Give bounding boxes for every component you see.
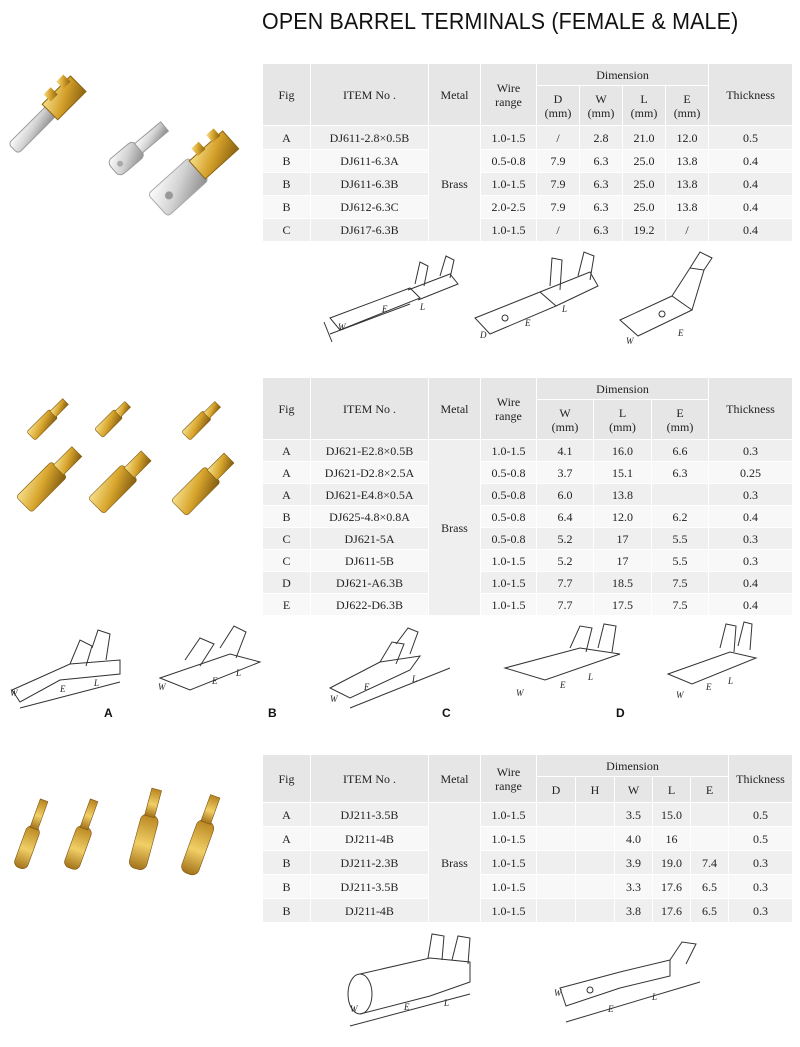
cell-item: DJ211-4B bbox=[311, 899, 429, 923]
cell-l: 19.2 bbox=[623, 219, 666, 242]
cell-wire: 0.5-0.8 bbox=[481, 528, 537, 550]
drawing-fig-e bbox=[668, 622, 756, 700]
dim-label: E bbox=[676, 405, 684, 420]
dim-label: L bbox=[618, 405, 627, 420]
label-e: E bbox=[678, 328, 684, 338]
cell-wire: 1.0-1.5 bbox=[481, 899, 537, 923]
cell-item: DJ211-4B bbox=[311, 827, 429, 851]
cell-l: 25.0 bbox=[623, 150, 666, 173]
cell-item: DJ211-2.3B bbox=[311, 851, 429, 875]
dim-h: H bbox=[576, 777, 615, 803]
cell-item: DJ617-6.3B bbox=[311, 219, 429, 242]
label-e: E bbox=[404, 1002, 410, 1012]
col-thickness: Thickness bbox=[709, 378, 793, 440]
cell-thickness: 0.4 bbox=[709, 150, 793, 173]
cell-w: 5.2 bbox=[537, 528, 594, 550]
cell-item: DJ621-D2.8×2.5A bbox=[311, 462, 429, 484]
cell-fig: B bbox=[263, 150, 311, 173]
cell-e: 5.5 bbox=[652, 550, 709, 572]
cell-l: 17 bbox=[594, 528, 652, 550]
cell-e: 13.8 bbox=[666, 196, 709, 219]
label-e: E bbox=[60, 684, 66, 694]
page-title: OPEN BARREL TERMINALS (FEMALE & MALE) bbox=[262, 8, 739, 34]
cell-fig: B bbox=[263, 196, 311, 219]
label-w: W bbox=[158, 682, 166, 692]
wire-line1: Wire bbox=[496, 764, 521, 779]
cell-w: 6.3 bbox=[580, 196, 623, 219]
dimension-drawing-1 bbox=[300, 248, 760, 360]
cell-wire: 1.0-1.5 bbox=[481, 550, 537, 572]
cell-e: 13.8 bbox=[666, 173, 709, 196]
label-l: L bbox=[420, 302, 426, 312]
cell-l: 13.8 bbox=[594, 484, 652, 506]
label-l: L bbox=[94, 678, 100, 688]
cell-h bbox=[576, 827, 615, 851]
cell-fig: A bbox=[263, 462, 311, 484]
label-l: L bbox=[562, 304, 568, 314]
dim-l bbox=[594, 400, 652, 440]
label-e: E bbox=[212, 676, 218, 686]
cell-wire: 1.0-1.5 bbox=[481, 875, 537, 899]
drawing-fig-d bbox=[505, 624, 620, 698]
cell-l: 15.0 bbox=[653, 803, 691, 827]
cell-w: 3.5 bbox=[615, 803, 653, 827]
cell-e bbox=[691, 827, 729, 851]
cell-thickness: 0.4 bbox=[709, 572, 793, 594]
cell-l: 17.6 bbox=[653, 875, 691, 899]
col-wire bbox=[481, 378, 537, 440]
label-w: W bbox=[676, 690, 684, 700]
col-wire bbox=[481, 64, 537, 126]
cell-item: DJ611-6.3A bbox=[311, 150, 429, 173]
label-e: E bbox=[560, 680, 566, 690]
cell-l: 17.5 bbox=[594, 594, 652, 616]
dim-unit: (mm) bbox=[587, 105, 615, 120]
cell-e: 7.5 bbox=[652, 594, 709, 616]
cell-wire: 0.5-0.8 bbox=[481, 506, 537, 528]
dim-label: W bbox=[559, 405, 571, 420]
col-dimension: Dimension bbox=[537, 755, 729, 777]
cell-fig: A bbox=[263, 827, 311, 851]
label-e: E bbox=[382, 304, 388, 314]
cell-w: 4.0 bbox=[615, 827, 653, 851]
cell-e: / bbox=[666, 219, 709, 242]
cell-w: 6.3 bbox=[580, 219, 623, 242]
table-row bbox=[263, 827, 793, 851]
cell-d bbox=[537, 851, 576, 875]
cell-w: 3.8 bbox=[615, 899, 653, 923]
col-wire bbox=[481, 755, 537, 803]
label-w: W bbox=[626, 336, 634, 346]
cell-wire: 0.5-0.8 bbox=[481, 484, 537, 506]
table-row bbox=[263, 173, 793, 196]
spec-table-3 bbox=[262, 754, 793, 923]
dim-l bbox=[623, 86, 666, 126]
cell-wire: 1.0-1.5 bbox=[481, 219, 537, 242]
cell-w: 7.7 bbox=[537, 572, 594, 594]
cell-item: DJ211-3.5B bbox=[311, 875, 429, 899]
dim-unit: (mm) bbox=[673, 105, 701, 120]
cell-w: 6.0 bbox=[537, 484, 594, 506]
cell-w: 6.3 bbox=[580, 150, 623, 173]
cell-d bbox=[537, 803, 576, 827]
cell-wire: 2.0-2.5 bbox=[481, 196, 537, 219]
cell-wire: 1.0-1.5 bbox=[481, 594, 537, 616]
dim-unit: (mm) bbox=[630, 105, 658, 120]
cell-e: 6.6 bbox=[652, 440, 709, 462]
cell-fig: C bbox=[263, 550, 311, 572]
figure-label-a: A bbox=[104, 706, 113, 720]
figure-label-c: C bbox=[442, 706, 451, 720]
cell-l: 17 bbox=[594, 550, 652, 572]
dim-w: W bbox=[615, 777, 653, 803]
cell-d: / bbox=[537, 219, 580, 242]
cell-d: 7.9 bbox=[537, 173, 580, 196]
label-l: L bbox=[728, 676, 734, 686]
cell-wire: 0.5-0.8 bbox=[481, 462, 537, 484]
label-l: L bbox=[652, 992, 658, 1002]
cell-thickness: 0.5 bbox=[729, 803, 793, 827]
col-thickness: Thickness bbox=[709, 64, 793, 126]
table-row bbox=[263, 462, 793, 484]
cell-metal: Brass bbox=[429, 803, 481, 923]
cell-thickness: 0.4 bbox=[709, 196, 793, 219]
cell-fig: B bbox=[263, 851, 311, 875]
dim-d bbox=[537, 86, 580, 126]
drawing-fig-b bbox=[158, 626, 260, 692]
figure-label-b: B bbox=[268, 706, 277, 720]
label-w: W bbox=[330, 694, 338, 704]
figure-label-d: D bbox=[616, 706, 625, 720]
table-row bbox=[263, 851, 793, 875]
cell-w: 3.7 bbox=[537, 462, 594, 484]
cell-thickness: 0.5 bbox=[729, 827, 793, 851]
cell-h bbox=[576, 803, 615, 827]
spec-table-2 bbox=[262, 377, 793, 616]
label-e: E bbox=[608, 1004, 614, 1014]
label-l: L bbox=[588, 672, 594, 682]
cell-e: 6.2 bbox=[652, 506, 709, 528]
spec-table-1 bbox=[262, 63, 793, 242]
dim-w bbox=[580, 86, 623, 126]
dim-l: L bbox=[653, 777, 691, 803]
table-row bbox=[263, 528, 793, 550]
cell-thickness: 0.3 bbox=[729, 851, 793, 875]
cell-h bbox=[576, 851, 615, 875]
cell-fig: A bbox=[263, 803, 311, 827]
dim-d: D bbox=[537, 777, 576, 803]
cell-thickness: 0.4 bbox=[709, 594, 793, 616]
cell-wire: 1.0-1.5 bbox=[481, 173, 537, 196]
table-row bbox=[263, 803, 793, 827]
label-e: E bbox=[364, 682, 370, 692]
cell-d bbox=[537, 827, 576, 851]
cell-item: DJ621-A6.3B bbox=[311, 572, 429, 594]
label-l: L bbox=[412, 674, 418, 684]
cell-wire: 1.0-1.5 bbox=[481, 572, 537, 594]
table-row bbox=[263, 150, 793, 173]
dim-unit: (mm) bbox=[544, 105, 572, 120]
cell-e: 13.8 bbox=[666, 150, 709, 173]
table-row bbox=[263, 506, 793, 528]
col-metal: Metal bbox=[429, 755, 481, 803]
cell-d: 7.9 bbox=[537, 196, 580, 219]
table-row bbox=[263, 550, 793, 572]
cell-e: 12.0 bbox=[666, 126, 709, 150]
cell-l: 25.0 bbox=[623, 196, 666, 219]
dimension-drawing-2 bbox=[0, 618, 800, 718]
cell-l: 12.0 bbox=[594, 506, 652, 528]
cell-l: 15.1 bbox=[594, 462, 652, 484]
cell-fig: A bbox=[263, 484, 311, 506]
dim-e bbox=[652, 400, 709, 440]
cell-thickness: 0.5 bbox=[709, 126, 793, 150]
cell-e: 7.4 bbox=[691, 851, 729, 875]
wire-line2: range bbox=[495, 778, 522, 793]
dim-label: L bbox=[640, 91, 648, 106]
cell-thickness: 0.4 bbox=[709, 173, 793, 196]
col-item: ITEM No . bbox=[311, 378, 429, 440]
dim-label: D bbox=[553, 91, 563, 106]
col-item: ITEM No . bbox=[311, 755, 429, 803]
cell-wire: 1.0-1.5 bbox=[481, 851, 537, 875]
cell-l: 25.0 bbox=[623, 173, 666, 196]
cell-metal: Brass bbox=[429, 126, 481, 242]
cell-item: DJ612-6.3C bbox=[311, 196, 429, 219]
label-w: W bbox=[554, 988, 562, 998]
drawing-fig-b bbox=[554, 942, 700, 1022]
col-thickness: Thickness bbox=[729, 755, 793, 803]
dim-label: W bbox=[595, 91, 607, 106]
cell-h bbox=[576, 875, 615, 899]
cell-e: 7.5 bbox=[652, 572, 709, 594]
cell-e: 6.5 bbox=[691, 875, 729, 899]
cell-w: 6.3 bbox=[580, 173, 623, 196]
table-row bbox=[263, 196, 793, 219]
cell-thickness: 0.3 bbox=[709, 528, 793, 550]
table-row bbox=[263, 594, 793, 616]
drawing-fig-b bbox=[475, 252, 598, 340]
cell-l: 18.5 bbox=[594, 572, 652, 594]
cell-fig: C bbox=[263, 528, 311, 550]
cell-item: DJ622-D6.3B bbox=[311, 594, 429, 616]
cell-thickness: 0.3 bbox=[709, 484, 793, 506]
cell-e: 6.5 bbox=[691, 899, 729, 923]
cell-w: 3.9 bbox=[615, 851, 653, 875]
cell-thickness: 0.4 bbox=[709, 506, 793, 528]
cell-item: DJ611-6.3B bbox=[311, 173, 429, 196]
cell-fig: B bbox=[263, 506, 311, 528]
cell-w: 6.4 bbox=[537, 506, 594, 528]
col-item: ITEM No . bbox=[311, 64, 429, 126]
cell-item: DJ621-5A bbox=[311, 528, 429, 550]
terminal-photo-2 bbox=[0, 392, 258, 552]
label-w: W bbox=[350, 1004, 358, 1014]
drawing-fig-c bbox=[620, 252, 712, 346]
cell-thickness: 0.4 bbox=[709, 219, 793, 242]
table-row bbox=[263, 572, 793, 594]
wire-line1: Wire bbox=[496, 80, 521, 95]
label-e: E bbox=[525, 318, 531, 328]
cell-item: DJ621-E4.8×0.5A bbox=[311, 484, 429, 506]
cell-item: DJ611-5B bbox=[311, 550, 429, 572]
cell-thickness: 0.3 bbox=[729, 899, 793, 923]
wire-line2: range bbox=[495, 408, 522, 423]
cell-w: 2.8 bbox=[580, 126, 623, 150]
cell-wire: 1.0-1.5 bbox=[481, 126, 537, 150]
dim-unit: (mm) bbox=[666, 419, 694, 434]
cell-e: 5.5 bbox=[652, 528, 709, 550]
dim-e: E bbox=[691, 777, 729, 803]
cell-w: 5.2 bbox=[537, 550, 594, 572]
cell-fig: C bbox=[263, 219, 311, 242]
dim-w bbox=[537, 400, 594, 440]
col-metal: Metal bbox=[429, 378, 481, 440]
cell-wire: 0.5-0.8 bbox=[481, 150, 537, 173]
cell-w: 7.7 bbox=[537, 594, 594, 616]
drawing-fig-a bbox=[10, 630, 120, 708]
cell-w: 3.3 bbox=[615, 875, 653, 899]
cell-wire: 1.0-1.5 bbox=[481, 827, 537, 851]
dimension-drawing-3 bbox=[320, 930, 740, 1042]
label-w: W bbox=[516, 688, 524, 698]
col-dimension: Dimension bbox=[537, 378, 709, 400]
table-row bbox=[263, 126, 793, 150]
cell-d bbox=[537, 875, 576, 899]
cell-thickness: 0.3 bbox=[709, 550, 793, 572]
cell-wire: 1.0-1.5 bbox=[481, 440, 537, 462]
cell-fig: B bbox=[263, 899, 311, 923]
cell-l: 21.0 bbox=[623, 126, 666, 150]
cell-e: 6.3 bbox=[652, 462, 709, 484]
cell-thickness: 0.3 bbox=[709, 440, 793, 462]
cell-w: 4.1 bbox=[537, 440, 594, 462]
cell-fig: E bbox=[263, 594, 311, 616]
cell-e bbox=[691, 803, 729, 827]
cell-thickness: 0.25 bbox=[709, 462, 793, 484]
label-e: E bbox=[706, 682, 712, 692]
wire-line2: range bbox=[495, 94, 522, 109]
table-row bbox=[263, 484, 793, 506]
cell-l: 19.0 bbox=[653, 851, 691, 875]
cell-fig: D bbox=[263, 572, 311, 594]
cell-l: 16.0 bbox=[594, 440, 652, 462]
cell-l: 16 bbox=[653, 827, 691, 851]
label-l: L bbox=[236, 668, 242, 678]
col-metal: Metal bbox=[429, 64, 481, 126]
dim-unit: (mm) bbox=[609, 419, 636, 434]
label-w: W bbox=[338, 322, 346, 332]
cell-fig: B bbox=[263, 875, 311, 899]
cell-l: 17.6 bbox=[653, 899, 691, 923]
cell-d: / bbox=[537, 126, 580, 150]
cell-metal: Brass bbox=[429, 440, 481, 616]
cell-thickness: 0.3 bbox=[729, 875, 793, 899]
cell-item: DJ611-2.8×0.5B bbox=[311, 126, 429, 150]
cell-fig: A bbox=[263, 440, 311, 462]
col-dimension: Dimension bbox=[537, 64, 709, 86]
col-fig: Fig bbox=[263, 755, 311, 803]
cell-d: 7.9 bbox=[537, 150, 580, 173]
cell-item: DJ625-4.8×0.8A bbox=[311, 506, 429, 528]
cell-d bbox=[537, 899, 576, 923]
table-row bbox=[263, 875, 793, 899]
dim-e bbox=[666, 86, 709, 126]
dim-label: E bbox=[683, 91, 691, 106]
table-row bbox=[263, 440, 793, 462]
cell-item: DJ621-E2.8×0.5B bbox=[311, 440, 429, 462]
table-row bbox=[263, 899, 793, 923]
cell-item: DJ211-3.5B bbox=[311, 803, 429, 827]
cell-h bbox=[576, 899, 615, 923]
label-d: D bbox=[480, 330, 487, 340]
drawing-fig-c bbox=[330, 628, 450, 708]
label-l: L bbox=[444, 998, 450, 1008]
cell-e bbox=[652, 484, 709, 506]
cell-fig: B bbox=[263, 173, 311, 196]
wire-line1: Wire bbox=[496, 394, 521, 409]
cell-wire: 1.0-1.5 bbox=[481, 803, 537, 827]
col-fig: Fig bbox=[263, 64, 311, 126]
terminal-photo-3 bbox=[0, 782, 258, 900]
table-row bbox=[263, 219, 793, 242]
drawing-fig-a bbox=[348, 934, 470, 1026]
col-fig: Fig bbox=[263, 378, 311, 440]
dim-unit: (mm) bbox=[551, 419, 579, 434]
terminal-photo-1 bbox=[0, 62, 258, 222]
label-w: W bbox=[10, 688, 18, 698]
cell-fig: A bbox=[263, 126, 311, 150]
drawing-fig-a bbox=[324, 256, 458, 342]
